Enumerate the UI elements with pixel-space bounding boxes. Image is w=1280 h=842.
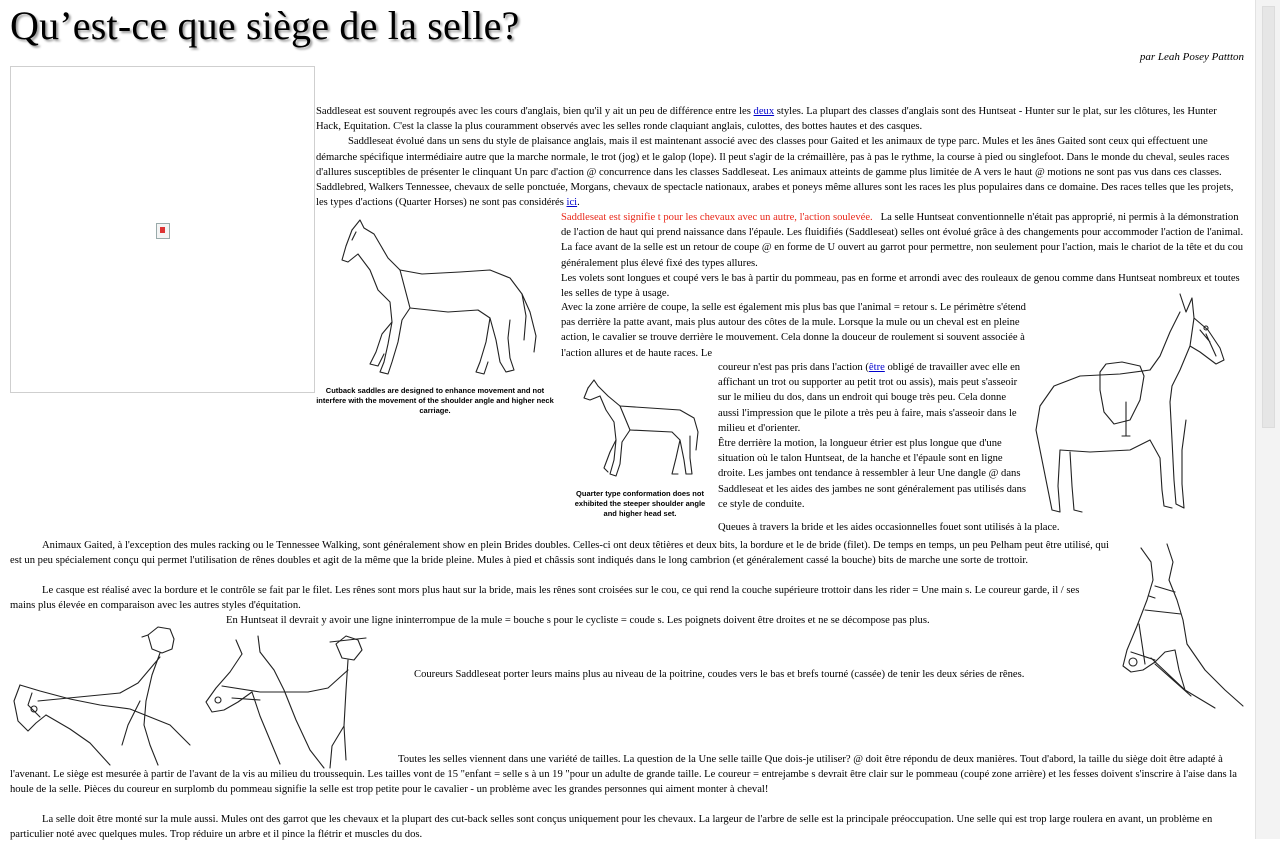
- broken-image-placeholder: [10, 66, 315, 393]
- middle-p7: Être derrière la motion, la longueur étrier est plus longue que d'une situation où le talon Huntseat, de la hanche et l'épaule sont en ligne droite. Les jambes ont tendance à ressembler à leur Une dangle @ dans Saddleseat et les aides des jambes ne sont généralement pas utilisés dans ce style de conduite.: [718, 438, 1027, 510]
- mule-bridle-sketch: [1115, 540, 1250, 715]
- middle-p3: La selle Huntseat conventionnelle n'était pas approprié, ni permis à la démonstration de l'action de haut qui prend naissance dans l'épaule. Les fluidifiés (Saddleseat) selles ont évolué grâce à des changements pour accommoder l'action de l'animal. La face avant de la selle est un retour de coupe @ en forme de U ouvert au garrot pour permettre, non seulement pour l'action, mais le chariot de la tête et du cou généralement plus élevé fixé des types allures.: [561, 212, 1244, 269]
- lower-p12: Coureurs Saddleseat porter leurs mains plus au niveau de la poitrine, coudes vers le bas et brefs tourné (cassée) de tenir les deux séries de rênes.: [414, 669, 1025, 680]
- intro-p2-a: Saddleseat évolué dans un sens du style de plaisance anglais, mais il est maintenant associé avec des classes pour Gaited et les animaux de type parc. Mules et les ânes Gaited sont ceux qui effectuent une démarche spécifique intermédiaire autre que la marche normale, le trot (jog) et le galop (lope). Il peut s'agir de la crémaillère, pas à pas le rythme, la course à pied ou singlefoot. Dans le monde du cheval, seules races d'allures susceptibles de présenter le clinquant Un parc d'action @ concurrence dans les classes Saddleseat. Les animaux atteints de gamme plus limitée de A vers le haut @ motions ne sont pas vus dans ces classes. Saddlebred, Walkers Tennessee, chevaux de selle ponctuée, Morgans, chevaux de spectacle nationaux, arabes et poneys même allures sont les races les plus populaires dans ce domaine. Des races telles que les projets, les types d'actions (Quarter Horses) ne sont pas considérés: [316, 136, 1234, 209]
- link-etre[interactable]: être: [868, 362, 885, 373]
- scrollbar-thumb[interactable]: [1262, 6, 1275, 428]
- lower-p9: Animaux Gaited, à l'exception des mules racking ou le Tennessee Walking, sont généralement show en plein Brides doubles. Celles-ci ont deux têtières et deux bits, la bordure et le de bride (filet). De temps en temps, un peu Pelham peut être utilisé, qui est un peu spécialement conçu qui permet l'utilisation de rênes doubles et agit de la même que la bride pleine. Mules à pied et châssis sont indiqués dans le long cambrion (et généralement cassé la bouche) bits de marche une sorte de trottoir.: [10, 540, 1109, 567]
- middle-p6-a: coureur n'est pas pris dans l'action (: [718, 362, 869, 373]
- middle-p4: Les volets sont longues et coupé vers le bas à partir du pommeau, pas en forme et arrondi avec des rouleaux de genou comme dans Huntseat nombreux et toutes les selles de type à usage.: [561, 272, 1240, 300]
- link-ici[interactable]: ici: [566, 197, 578, 209]
- lower-p10: Le casque est réalisé avec la bordure et le contrôle se fait par le filet. Les rênes sont mors plus haut sur la bride, mais les rênes sont croisées sur le cou, ce qui rend la couche supérieure trottoir dans les rider = Une main s. Le coureur garde, il / ses mains plus élevée en comparaison avec les autres styles d'équitation.: [10, 585, 1080, 612]
- intro-p1-b: styles. La plupart des classes d'anglais sont des Huntseat - Hunter sur le plat, sur les clôtures, les Hunter Hack, Equitation. C'est la classe la plus couramment observés avec les selles ronde claquiant anglais, culottes, des bottes hautes et des casques.: [316, 106, 1217, 133]
- intro-text: [316, 104, 1244, 210]
- intro-p1-a: Saddleseat est souvent regroupés avec les cours d'anglais, bien qu'il y ait un peu de différence entre les: [316, 106, 754, 117]
- lower-p11: En Huntseat il devrait y avoir une ligne ininterrompue de la mule = bouche s pour le cycliste = coude s. Les poignets doivent être droites et ne se décompose pas plus.: [226, 615, 930, 626]
- middle-text-top: [561, 210, 1249, 301]
- middle-p6-p7: [718, 360, 1028, 512]
- intro-p2-b: .: [577, 197, 580, 209]
- middle-p8: Queues à travers la bride et les aides occasionnelles fouet sont utilisés à la place.: [718, 522, 1060, 533]
- middle-p5: Avec la zone arrière de coupe, la selle est également mis plus bas que l'animal = retour s. Le périmètre s'étend pas derrière la patte avant, mais plus autour des côtes de la mule. Lorsque la mule ou un cheval est en pleine action, le cavalier se trouve derrière le mouvement. Cela donne la douceur de roulement si souvent associée à l'action allures et de haute races. Le: [561, 302, 1026, 359]
- lower-p14: La selle doit être monté sur la mule aussi. Mules ont des garrot que les chevaux et la plupart des cut-back selles sont conçus uniquement pour les chevaux. La largeur de l'arbre de selle est la principale préoccupation. Une selle qui est trop large roulera en avant, un problème en particulier noté avec quelques mules. Trop réduire un arbre et il pince la flétrir et muscles du dos.: [10, 814, 1213, 841]
- page-title: Qu’est-ce que siège de la selle?: [10, 3, 520, 48]
- caption-quarter: Quarter type conformation does not exhibited the steeper shoulder angle and higher head set.: [574, 489, 706, 518]
- quarter-horse-sketch: [580, 370, 710, 485]
- link-deux[interactable]: deux: [753, 106, 775, 117]
- red-statement: Saddleseat est signifie t pour les chevaux avec un autre, l'action soulevée.: [561, 212, 873, 223]
- caption-cutback: Cutback saddles are designed to enhance movement and not interfere with the movement of the shoulder angle and higher neck carriage.: [316, 386, 554, 415]
- mule-saddle-sketch: [1030, 290, 1230, 520]
- broken-image-icon: [156, 223, 170, 239]
- lower-p13: Toutes les selles viennent dans une variété de tailles. La question de la Une selle taille Que dois-je utiliser? @ doit être répondu de deux manières. Tout d'abord, la taille du siège doit être adapté à l'avenant. Le siège est mesurée à partir de l'avant de la vis au milieu du troussequin. Les tailles vont de 15 "enfant = selle s à un 19 "pour un adulte de grande taille. Le coureur = entrejambe s devrait être clair sur le pommeau (coupé zone arrière) et les fesses doivent s'inscrire à l'aise dans la houle de la selle. Pièces du coureur en surplomb du pommeau signifie la selle est trop petite pour le cavalier - un problème avec les grandes personnes qui aiment monter à cheval!: [10, 754, 1237, 796]
- scrollbar[interactable]: [1255, 0, 1280, 839]
- huntseat-rider-sketch: [10, 605, 200, 767]
- saddleseat-rider-sketch: [200, 630, 382, 770]
- saddlebred-horse-sketch: [330, 212, 552, 384]
- byline: par Leah Posey Pattton: [1139, 51, 1244, 63]
- middle-p6-b: obligé de travailler avec elle en affichant un trot ou supporter au petit trot ou assis), mais peut s'asseoir sur le milieu du dos, dans un endroit qui bouge très peu. Cela donne aussi l'impression que le pilote a très peu à faire, mais s'asseoir dans le milieu et d'orienter.: [718, 362, 1021, 434]
